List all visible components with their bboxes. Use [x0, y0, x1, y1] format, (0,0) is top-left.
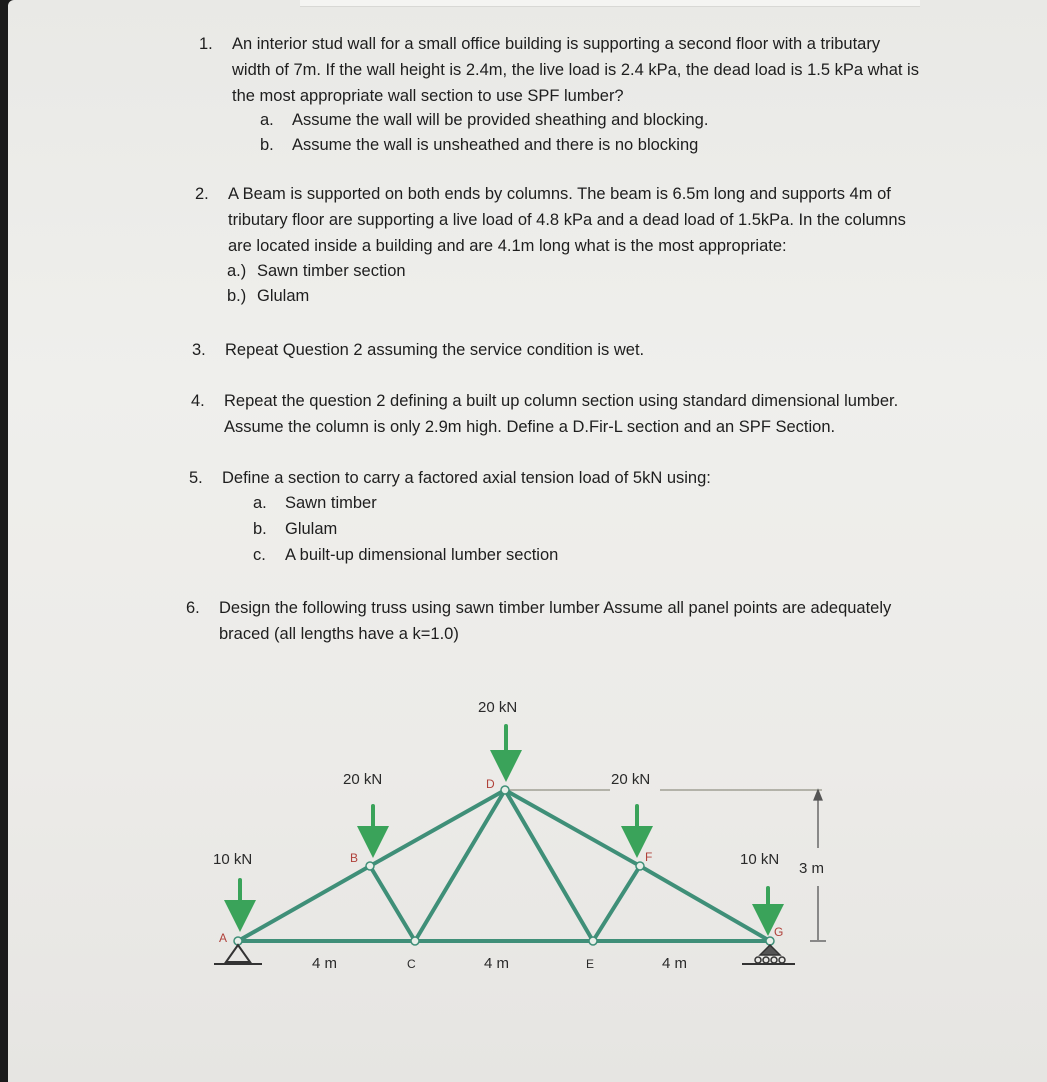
- question-line: Assume the column is only 2.9m high. Define a D.Fir-L section and an SPF Section.: [224, 418, 836, 436]
- question-line: are located inside a building and are 4.1m long what is the most appropriate:: [228, 237, 787, 255]
- span-label: 4 m: [662, 955, 688, 972]
- sub-text: A built-up dimensional lumber section: [285, 546, 559, 564]
- question-line: An interior stud wall for a small office building is supporting a second floor with a tributary: [232, 35, 881, 53]
- node-label-F: F: [645, 850, 653, 864]
- sub-label: a.): [227, 262, 247, 280]
- load-label-G: 10 kN: [740, 851, 780, 868]
- truss-members: [238, 790, 770, 941]
- question-line: braced (all lengths have a k=1.0): [219, 625, 459, 643]
- sub-label: a.: [260, 111, 274, 129]
- sub-label: a.: [253, 494, 267, 512]
- span-label: 4 m: [484, 955, 510, 972]
- member-AB: [238, 866, 370, 941]
- member-FG: [640, 866, 770, 941]
- sub-text: Glulam: [285, 520, 338, 538]
- question-line: Define a section to carry a factored axial tension load of 5kN using:: [222, 469, 711, 487]
- joint-B: [366, 862, 374, 870]
- load-label-A: 10 kN: [213, 851, 253, 868]
- question-number: 1.: [199, 35, 213, 53]
- joint-C: [411, 937, 419, 945]
- truss-joints: [234, 786, 774, 945]
- node-label-A: A: [219, 931, 228, 945]
- load-label-F: 20 kN: [611, 771, 651, 788]
- question-number: 6.: [186, 599, 200, 617]
- member-EF: [593, 866, 640, 941]
- node-label-B: B: [350, 851, 359, 865]
- height-label: 3 m: [799, 860, 825, 877]
- question-number: 2.: [195, 185, 209, 203]
- load-label-B: 20 kN: [343, 771, 383, 788]
- joint-G: [766, 937, 774, 945]
- question-line: A Beam is supported on both ends by columns. The beam is 6.5m long and supports 4m of: [228, 185, 891, 203]
- question-line: tributary floor are supporting a live load of 4.8 kPa and a dead load of 1.5kPa. In the columns: [228, 211, 906, 229]
- question-number: 3.: [192, 341, 206, 359]
- load-label-D: 20 kN: [478, 699, 518, 716]
- sub-text: Sawn timber: [285, 494, 377, 512]
- question-line: Repeat Question 2 assuming the service condition is wet.: [225, 341, 645, 359]
- sub-text: Glulam: [257, 287, 310, 305]
- sub-text: Sawn timber section: [257, 262, 406, 280]
- node-label-D: D: [486, 777, 495, 791]
- member-BD: [370, 790, 505, 866]
- sub-label: b.): [227, 287, 247, 305]
- question-number: 5.: [189, 469, 203, 487]
- truss-labels: [213, 699, 824, 972]
- span-label: 4 m: [312, 955, 338, 972]
- joint-D: [501, 786, 509, 794]
- question-line: the most appropriate wall section to use SPF lumber?: [232, 87, 624, 105]
- sub-label: b.: [253, 520, 267, 538]
- node-label-E: E: [586, 957, 595, 971]
- joint-F: [636, 862, 644, 870]
- sub-text: Assume the wall will be provided sheathing and blocking.: [292, 111, 709, 129]
- sub-label: c.: [253, 546, 266, 564]
- load-arrows: [240, 726, 768, 920]
- sub-label: b.: [260, 136, 274, 154]
- question-line: Repeat the question 2 defining a built up column section using standard dimensional lumber.: [224, 392, 899, 410]
- member-CD: [415, 790, 505, 941]
- roller-support-icon: [742, 945, 795, 964]
- question-number: 4.: [191, 392, 205, 410]
- member-BC: [370, 866, 415, 941]
- pin-support-icon: [226, 945, 250, 962]
- question-line: width of 7m. If the wall height is 2.4m, the live load is 2.4 kPa, the dead load is 1.5 kPa what is: [232, 61, 919, 79]
- question-line: Design the following truss using sawn timber lumber Assume all panel points are adequately: [219, 599, 892, 617]
- joint-E: [589, 937, 597, 945]
- node-label-C: C: [407, 957, 416, 971]
- node-label-G: G: [774, 925, 784, 939]
- sub-text: Assume the wall is unsheathed and there is no blocking: [292, 136, 699, 154]
